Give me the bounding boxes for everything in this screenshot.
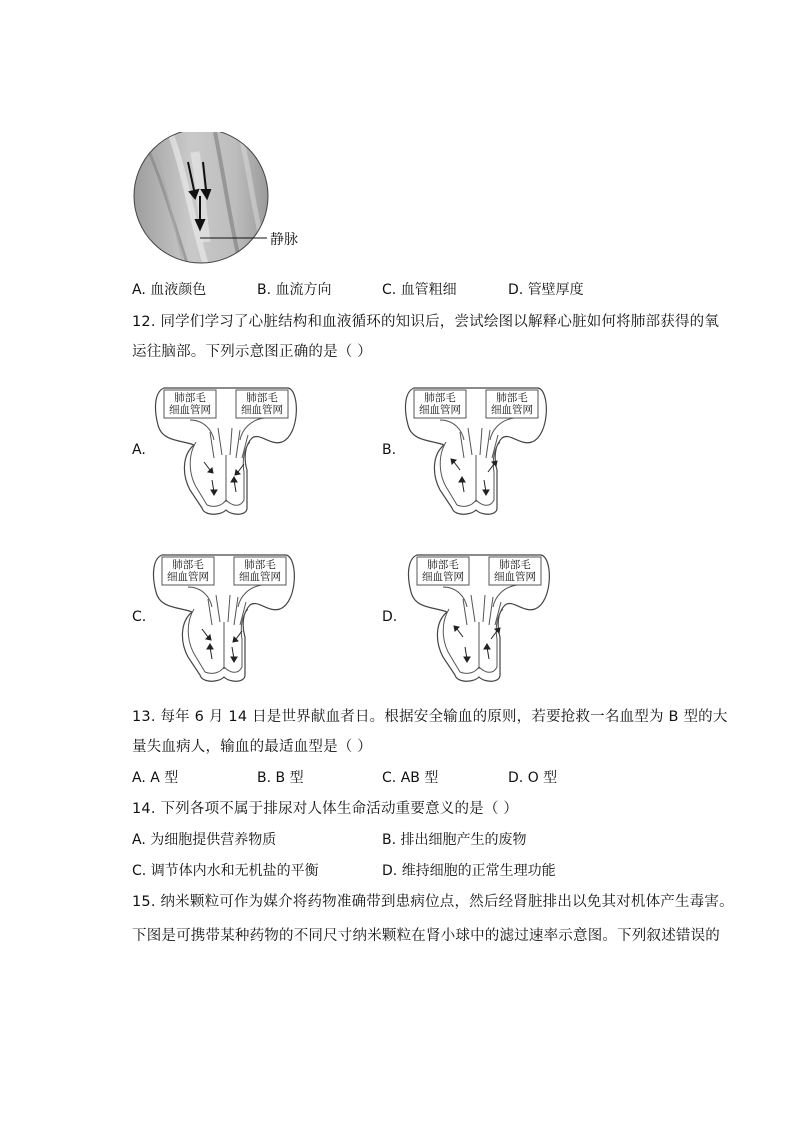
option-letter-b[interactable]: B. bbox=[382, 442, 397, 458]
box-label-line2: 细血管网 bbox=[241, 404, 283, 416]
box-label-line1: 肺部毛 bbox=[499, 559, 531, 571]
option-a[interactable]: A. A 型 bbox=[132, 770, 179, 786]
question-12-line2: 运往脑部。下列示意图正确的是（ ） bbox=[132, 344, 373, 360]
box-label-line1: 肺部毛 bbox=[244, 559, 276, 571]
option-a[interactable]: A. 血液颜色 bbox=[132, 282, 207, 298]
box-label-line1: 肺部毛 bbox=[424, 392, 456, 404]
box-label-line2: 细血管网 bbox=[167, 571, 209, 583]
box-label-line1: 肺部毛 bbox=[496, 392, 528, 404]
box-label-line1: 肺部毛 bbox=[427, 559, 459, 571]
option-letter-a[interactable]: A. bbox=[132, 442, 146, 458]
question-15-line1: 15. 纳米颗粒可作为媒介将药物准确带到患病位点，然后经肾脏排出以免其对机体产生毒害。 bbox=[132, 894, 734, 910]
question-15-line2: 下图是可携带某种药物的不同尺寸纳米颗粒在肾小球中的滤过速率示意图。下列叙述错误的 bbox=[132, 928, 720, 944]
box-label-line2: 细血管网 bbox=[239, 571, 281, 583]
box-label-line2: 细血管网 bbox=[419, 404, 461, 416]
option-c[interactable]: C. 调节体内水和无机盐的平衡 bbox=[132, 863, 319, 879]
option-b[interactable]: B. 排出细胞产生的废物 bbox=[382, 832, 527, 848]
option-d[interactable]: D. 维持细胞的正常生理功能 bbox=[382, 863, 556, 879]
heart-diagram-b[interactable] bbox=[402, 380, 550, 520]
option-c[interactable]: C. 血管粗细 bbox=[382, 282, 457, 298]
option-d[interactable]: D. O 型 bbox=[508, 770, 558, 786]
option-letter-c[interactable]: C. bbox=[132, 609, 147, 625]
box-label-line2: 细血管网 bbox=[491, 404, 533, 416]
box-label-line2: 细血管网 bbox=[422, 571, 464, 583]
question-13-line2: 量失血病人，输血的最适血型是（ ） bbox=[132, 739, 373, 755]
option-d[interactable]: D. 管壁厚度 bbox=[508, 282, 584, 298]
option-b[interactable]: B. B 型 bbox=[257, 770, 304, 786]
box-label-line1: 肺部毛 bbox=[172, 559, 204, 571]
box-label-line1: 肺部毛 bbox=[246, 392, 278, 404]
vein-micrograph bbox=[130, 132, 305, 272]
question-12-line1: 12. 同学们学习了心脏结构和血液循环的知识后，尝试绘图以解释心脏如何将肺部获得的氧 bbox=[132, 314, 720, 330]
box-label-line1: 肺部毛 bbox=[174, 392, 206, 404]
box-label-line2: 细血管网 bbox=[169, 404, 211, 416]
box-label-line2: 细血管网 bbox=[494, 571, 536, 583]
option-letter-d[interactable]: D. bbox=[382, 609, 398, 625]
option-a[interactable]: A. 为细胞提供营养物质 bbox=[132, 832, 277, 848]
option-b[interactable]: B. 血流方向 bbox=[257, 282, 332, 298]
heart-diagram-c[interactable] bbox=[150, 547, 298, 687]
heart-diagram-d[interactable] bbox=[405, 547, 553, 687]
vein-label: 静脉 bbox=[270, 232, 298, 248]
option-c[interactable]: C. AB 型 bbox=[382, 770, 439, 786]
heart-diagram-a[interactable] bbox=[152, 380, 300, 520]
question-14-line1: 14. 下列各项不属于排尿对人体生命活动重要意义的是（ ） bbox=[132, 801, 519, 817]
question-13-line1: 13. 每年 6 月 14 日是世界献血者日。根据安全输血的原则，若要抢救一名血型为 B 型的大 bbox=[132, 709, 728, 725]
